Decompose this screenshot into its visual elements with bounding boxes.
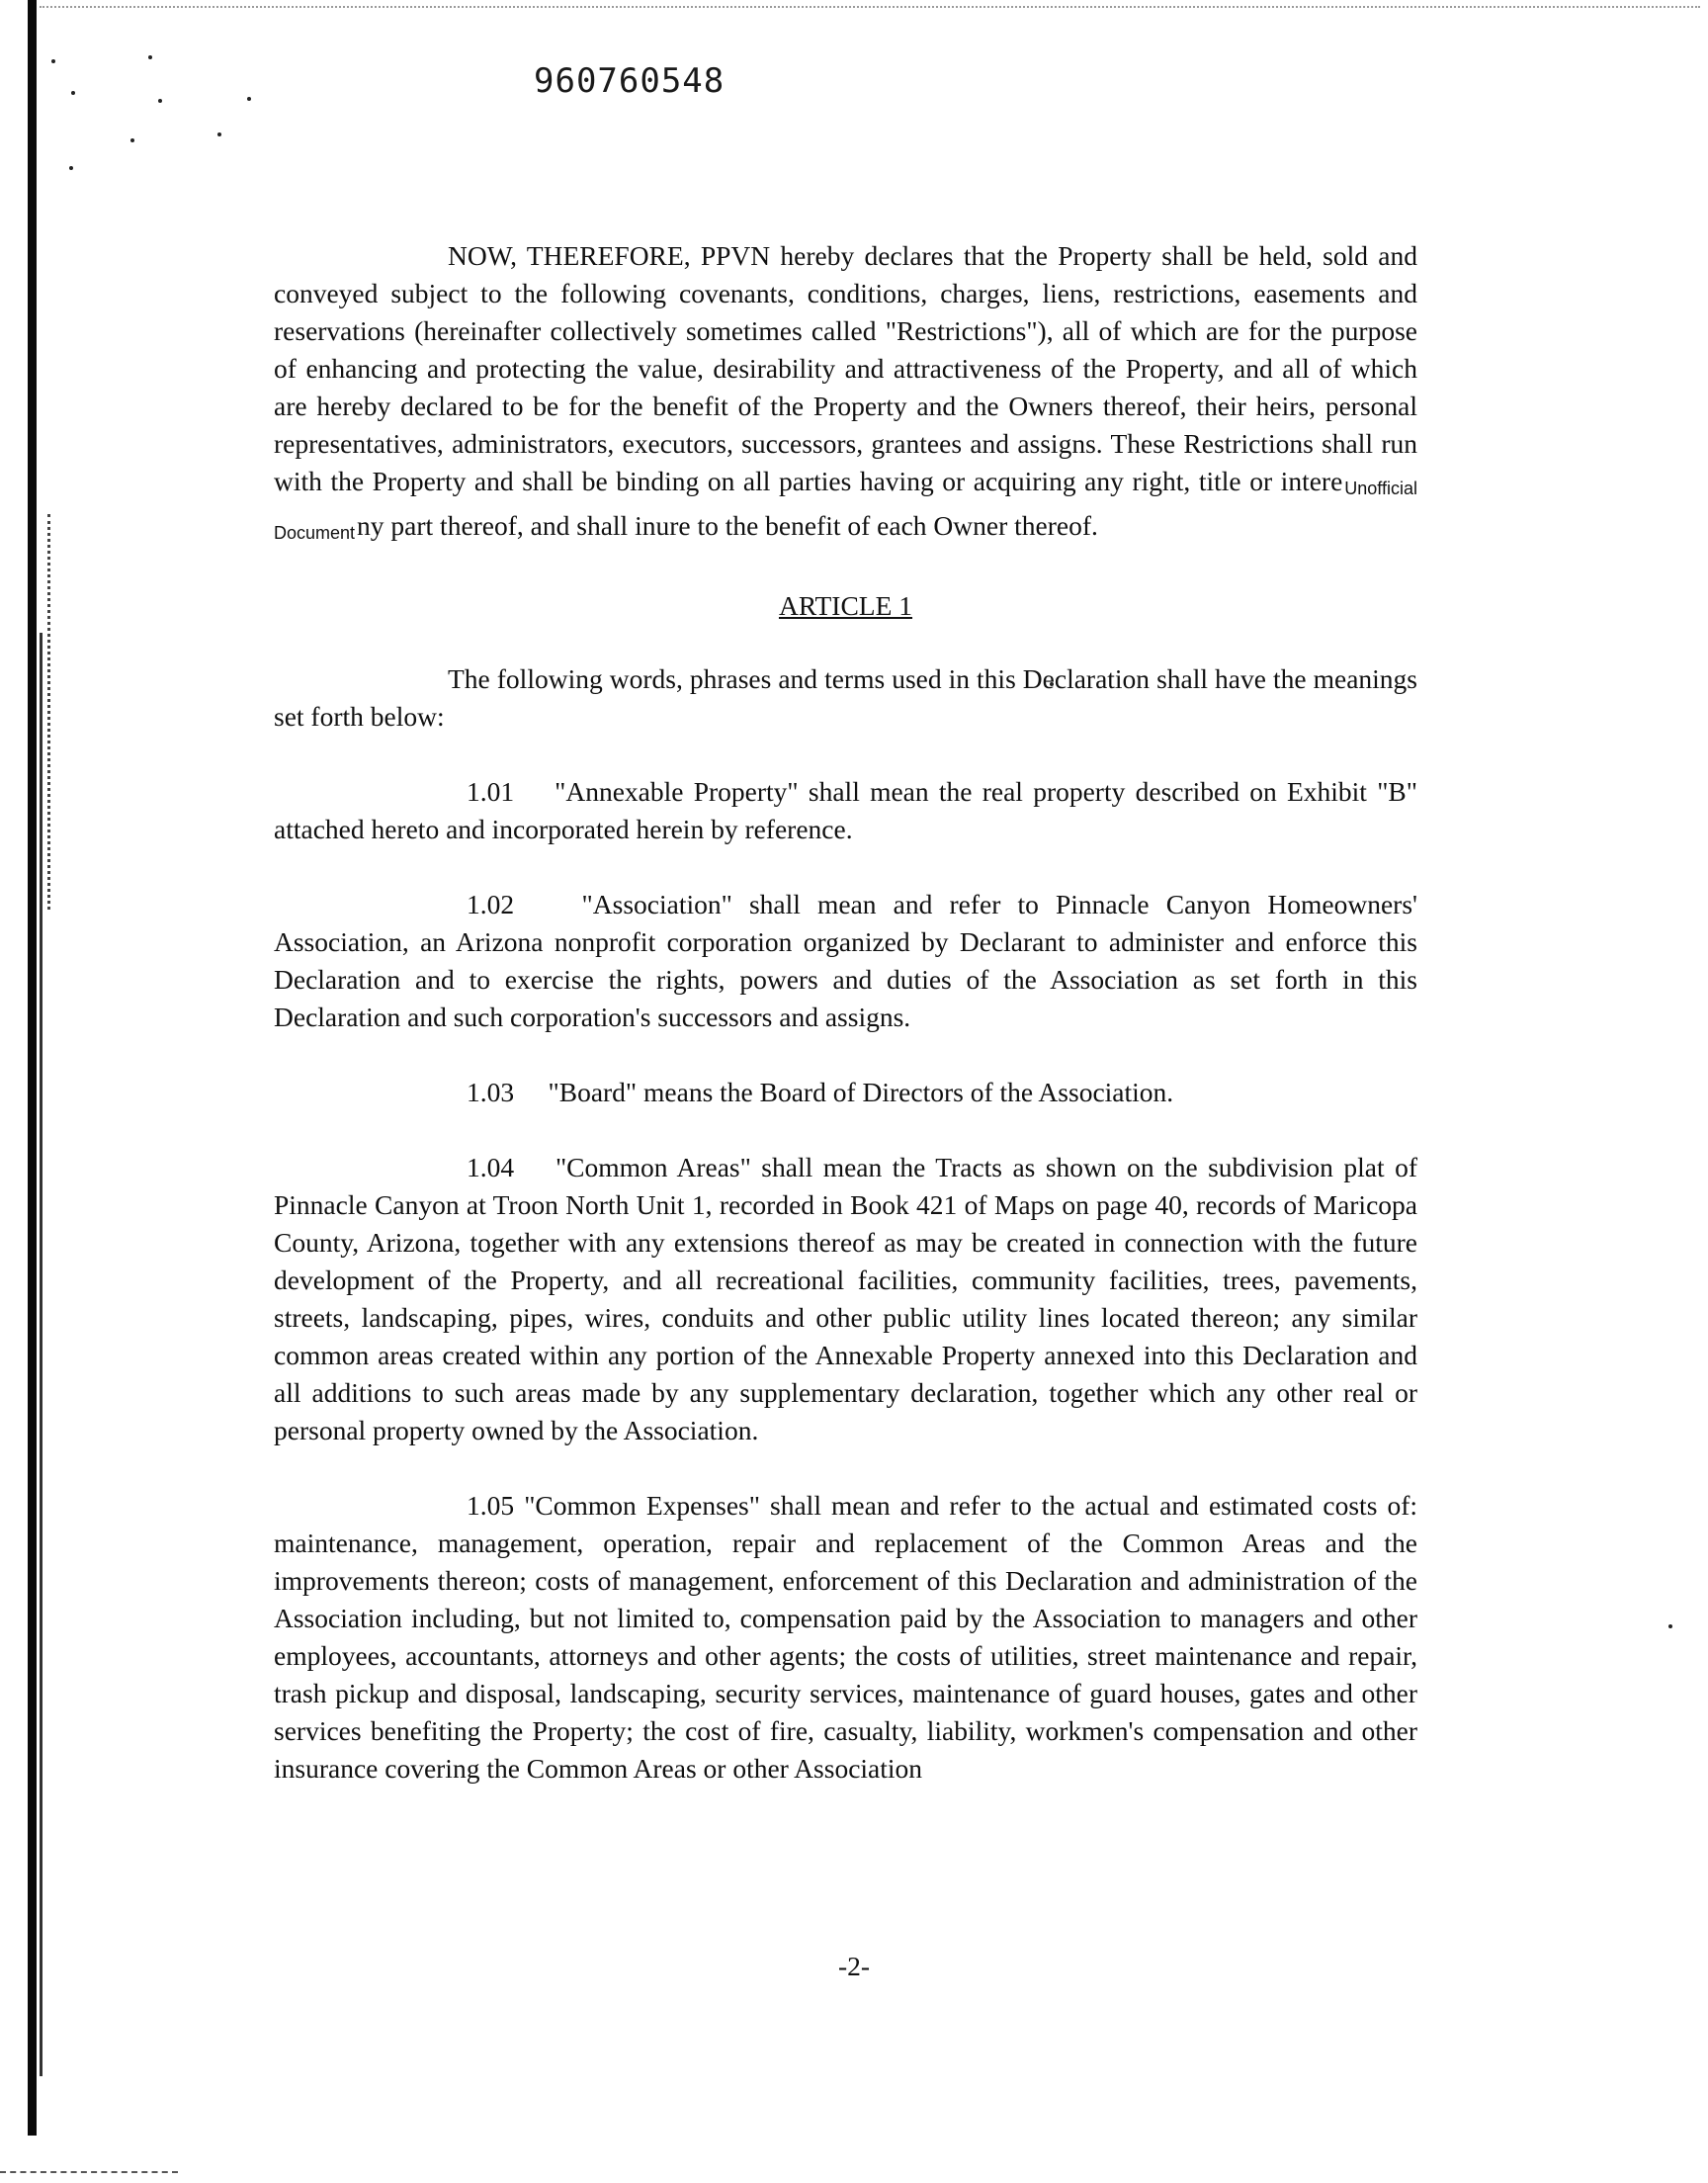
unofficial-document-watermark: Unofficial Document <box>274 479 1417 543</box>
section-number: 1.02 <box>467 889 515 919</box>
section-number: 1.01 <box>467 776 515 807</box>
scan-speck <box>247 97 251 101</box>
section-1-04 <box>274 1149 1417 1449</box>
section-text: "Common Areas" shall mean the Tracts as shown on the subdivision plat of Pinnacle Canyon at Troon North Unit 1, recorded in Book 421 of Maps on page 40, records of Maricopa County, Arizona, together with any extensions thereof as may be created in connection with the future development of the Property, and all recreational facilities, community facilities, trees, pavements, streets, landscaping, pipes, wires, conduits and other public utility lines located thereon; any similar common areas created within any portion of the Annexable Property annexed into this Declaration and all additions to such areas made by any supplementary declaration, together which any other real or personal property owned by the Association. <box>274 1152 1417 1445</box>
scan-ticks <box>47 514 54 910</box>
section-1-02 <box>274 886 1417 1036</box>
recording-number: 960760548 <box>534 61 726 101</box>
scan-border-top <box>40 6 1700 8</box>
section-number: 1.05 <box>467 1490 515 1521</box>
page-number: -2- <box>837 1951 871 1981</box>
scan-speck <box>71 91 75 95</box>
scan-speck <box>217 132 221 136</box>
definitions-intro: The following words, phrases and terms used in this Declaration shall have the meanings set forth below: <box>274 663 1417 732</box>
scan-speck <box>1668 1624 1672 1628</box>
scan-edge-inner <box>40 633 43 2076</box>
article-heading: ARTICLE 1 <box>778 590 913 621</box>
scan-edge-left <box>28 0 37 2136</box>
intro-text-after: ny part thereof, and shall inure to the benefit of each Owner thereof. <box>357 510 1098 541</box>
scan-speck <box>148 55 152 59</box>
intro-text-before: NOW, THEREFORE, PPVN hereby declares that the Property shall be held, sold and conveyed subject to the following covenants, conditions, charges, liens, restrictions, easements and reservations (hereinafter collectively sometimes called "Restrictions"), all of which are for the purpose of enhancing and protecting the value, desirability and attractiveness of the Property, and all of which are hereby declared to be for the benefit of the Property and the Owners thereof, their heirs, personal representatives, administrators, executors, successors, grantees and assigns. These Restrictions shall run with the Property and shall be binding on all parties having or acquiring any right, title or intere <box>274 240 1417 496</box>
section-1-03 <box>274 1074 1417 1111</box>
section-number: 1.03 <box>467 1077 515 1107</box>
scan-speck <box>158 99 162 103</box>
section-1-05 <box>274 1487 1417 1788</box>
section-text: "Association" shall mean and refer to Pinnacle Canyon Homeowners' Association, an Arizona nonprofit corporation organized by Declarant to administer and enforce this Declaration and to exercise the rights, powers and duties of the Association as set forth in this Declaration and such corporation's successors and assigns. <box>274 889 1417 1032</box>
section-1-01 <box>274 773 1417 848</box>
section-text: "Board" means the Board of Directors of the Association. <box>548 1077 1174 1107</box>
section-text: "Common Expenses" shall mean and refer to the actual and estimated costs of: maintenance, management, operation, repair and replacement of the Common Areas and the improvements thereon; costs of management, enforcement of this Declaration and administration of the Association including, but not limited to, compensation paid by the Association to managers and other employees, accountants, attorneys and other agents; the costs of utilities, street maintenance and repair, trash pickup and disposal, landscaping, security services, maintenance of guard houses, gates and other services benefiting the Property; the cost of fire, casualty, liability, workmen's compensation and other insurance covering the Common Areas or other Association <box>274 1490 1418 1784</box>
scan-speck <box>130 138 134 142</box>
document-body <box>274 237 1417 1788</box>
intro-paragraph <box>274 237 1417 552</box>
section-number: 1.04 <box>467 1152 515 1182</box>
section-text: "Annexable Property" shall mean the real property described on Exhibit "B" attached hereto and incorporated herein by reference. <box>274 776 1417 844</box>
scan-speck <box>69 166 73 170</box>
scan-speck <box>51 59 55 63</box>
scan-border-bottom <box>0 2171 178 2173</box>
